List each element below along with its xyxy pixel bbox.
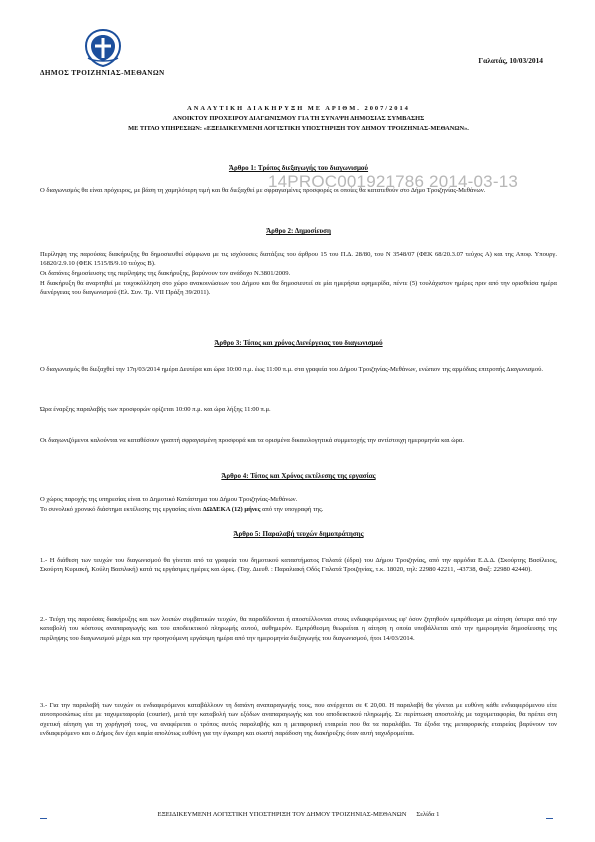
footer-right-mark xyxy=(546,818,553,819)
article-5-title: Άρθρο 5: Παραλαβή τευχών δημοπράτησης xyxy=(233,530,364,538)
article-2-text-1: Περίληψη της παρούσας διακήρυξης θα δημοσιευθεί σύμφωνα με τις ισχύουσες διατάξεις του άρθρου 15 του Π.Δ. 28/80, του Ν 3548/07 (ΦΕΚ 68/20.3.07 τεύχος Α) και της Αποφ. Υπουργ. 16820/2.9.10 (ΦΕΚ 1515/Β/9.10 τεύχος Β). xyxy=(40,251,557,268)
page-footer xyxy=(40,811,557,818)
article-4-duration-post: από την υπογραφή της. xyxy=(262,506,324,513)
document-title: ΑΝΑΛΥΤΙΚΗ ΔΙΑΚΗΡΥΞΗ ΜΕ ΑΡΙΘΜ. 2007/2014 xyxy=(187,105,410,112)
article-2-title: Άρθρο 2: Δημοσίευση xyxy=(266,227,331,235)
footer-left-mark xyxy=(40,818,47,819)
article-3-text-3: Οι διαγωνιζόμενοι καλούνται να καταθέσουν γραπτή σφραγισμένη προσφορά και τα ορισμένα δικαιολογητικά συμμετοχής την αντίστοιχη ημερομηνία και ώρα. xyxy=(40,437,465,444)
document-subtitle: ΑΝΟΙΚΤΟΥ ΠΡΟΧΕΙΡΟΥ ΔΙΑΓΩΝΙΣΜΟΥ ΓΙΑ ΤΗ ΣΥΝΑΨΗ ΔΗΜΟΣΙΑΣ ΣΥΜΒΑΣΗΣ xyxy=(172,115,425,122)
article-3-text-1: Ο διαγωνισμός θα διεξαχθεί την 17η/03/2014 ημέρα Δευτέρα και ώρα 10:00 π.μ. έως 11:00 π.μ. στα γραφεία του Δήμου Τροιζηνίας-Μεθάνων, ενώπιον της αρμόδιας επιτροπής Διαγωνισμού. xyxy=(40,366,544,373)
article-5-text-2: 2.- Τεύχη της παρούσας διακήρυξης και των λοιπών συμβατικών τευχών, θα παραδίδονται ή αποστέλλονται στους ενδιαφερόμενους εφ' όσον ζητηθούν εμπρόθεσμα με αίτηση ύστερα από την καταβολή του κόστους αναπαραγωγής και του αποδεικτικού πληρωμής αυτού, αυθημερόν. Εμπρόθεσμη θεωρείται η αίτηση η οποία υποβάλλεται από την ημερομηνία δημοσίευσης της περίληψης του διαγωνισμού μέχρι και την προηγούμενη εργάσιμη ημέρα από την ημερομηνία διεξαγωγής του διαγωνισμού, ήτοι 14/03/2014. xyxy=(40,616,557,642)
service-title: ΜΕ ΤΙΤΛΟ ΥΠΗΡΕΣΙΩΝ: «ΕΞΕΙΔΙΚΕΥΜΕΝΗ ΛΟΓΙΣΤΙΚΗ ΥΠΟΣΤΗΡΙΞΗ ΤΟΥ ΔΗΜΟΥ ΤΡΟΙΖΗΝΙΑΣ-ΜΕΘΑΝΩΝ». xyxy=(128,125,469,132)
document-date: Γαλατάς, 10/03/2014 xyxy=(478,56,543,65)
page-number: Σελίδα 1 xyxy=(416,811,440,818)
footer-title: ΕΞΕΙΔΙΚΕΥΜΕΝΗ ΛΟΓΙΣΤΙΚΗ ΥΠΟΣΤΗΡΙΞΗ ΤΟΥ ΔΗΜΟΥ ΤΡΟΙΖΗΝΙΑΣ-ΜΕΘΑΝΩΝ xyxy=(157,811,407,818)
municipality-name: ΔΗΜΟΣ ΤΡΟΙΖΗΝΙΑΣ-ΜΕΘΑΝΩΝ xyxy=(40,69,165,77)
article-5-text-3: 3.- Για την παραλαβή των τευχών οι ενδιαφερόμενοι καταβάλλουν τη δαπάνη αναπαραγωγής τους, που ανέρχεται σε € 20,00. Η παραλαβή θα γίνεται με ευθύνη κάθε ενδιαφερόμενου είτε αυτοπροσώπως είτε με ταχυμεταφορία (courier), μετά την καταβολή των εξόδων αναπαραγωγής και του αποδεικτικού πληρωμής. Σε περίπτωση αποστολής με ταχυμεταφορία, θα πρέπει στη σχετική αίτηση για τη χορήγησή τους, να αναφέρεται ο τρόπος αυτός παραλαβής και η μεταφορική εταιρεία που θα τα παραλάβει. Τα έξοδα της μεταφορικής εταιρείας βαρύνουν τον ενδιαφερόμενο και ο Δήμος δεν έχει καμία απολύτως ευθύνη για την έγκαιρη και σωστή παράδοση της διακήρυξης όταν αυτή ταχυδρομείται. xyxy=(40,702,557,738)
article-4-duration-pre: Το συνολικό χρονικό διάστημα εκτέλεσης της εργασίας είναι xyxy=(40,506,201,513)
article-4-duration: ΔΩΔΕΚΑ (12) μήνες xyxy=(202,506,261,513)
article-3-text-2: Ώρα έναρξης παραλαβής των προσφορών ορίζεται 10:00 π.μ. και ώρα λήξης 11:00 π.μ. xyxy=(40,406,271,413)
coat-of-arms-emblem xyxy=(82,28,124,68)
document-title-block xyxy=(40,104,557,134)
article-2-text-3: Η διακήρυξη θα αναρτηθεί με τοιχοκόλληση στο χώρο ανακοινώσεων του Δήμου και θα δημοσιευτεί σε μία ημερήσια εφημερίδα, πέντε (5) τουλάχιστον ημέρες πριν από την ορισθείσα ημέρα διενέργειας του διαγωνισμού (Ελ. Συν. Τμ. VII Πράξη 39/2011). xyxy=(40,280,557,297)
article-4-text-1: Ο χώρος παροχής της υπηρεσίας είναι το Δημοτικό Κατάστημα του Δήμου Τροιζηνίας-Μεθάνων. xyxy=(40,496,298,503)
article-4-title: Άρθρο 4: Τόπος και Χρόνος εκτέλεσης της εργασίας xyxy=(221,472,376,480)
article-1-title: Άρθρο 1: Τρόπος διεξαγωγής του διαγωνισμού xyxy=(228,164,369,172)
article-1-text: Ο διαγωνισμός θα είναι πρόχειρος, με βάση τη χαμηλότερη τιμή και θα διεξαχθεί με σφραγισμένες προσφορές οι οποίες θα κατατεθούν στο Δήμο Τροιζηνίας-Μεθάνων. xyxy=(40,187,486,194)
article-4-text-2 xyxy=(40,505,557,514)
article-5-text-1: 1.- Η διάθεση των τευχών του διαγωνισμού θα γίνεται από τα γραφεία του δημοτικού καταστήματος Γαλατά (έδρα) του Δήμου Τροιζηνίας, από την αρμόδια Ε.Δ.Δ. (Σκούρτης Βασίλειος, Σκούρτη Κυριακή, Κούλη Βασιλική) κατά τις εργάσιμες ημέρες και ώρες. (Ταχ. Διευθ. : Παραλιακή Οδός Γαλατά Τροιζηνίας, τ.κ. 18020, τηλ: 22980 42211, -43738, Φαξ: 22980 42440). xyxy=(40,557,557,574)
watermark-code: 14PROC001921786 2014-03-13 xyxy=(268,172,518,191)
article-2-text-2: Οι δαπάνες δημοσίευσης της περίληψης της διακήρυξης, βαρύνουν τον ανάδοχο Ν.3801/2009. xyxy=(40,270,291,277)
article-3-title: Άρθρο 3: Τόπος και χρόνος Διενέργειας του διαγωνισμού xyxy=(214,339,383,347)
